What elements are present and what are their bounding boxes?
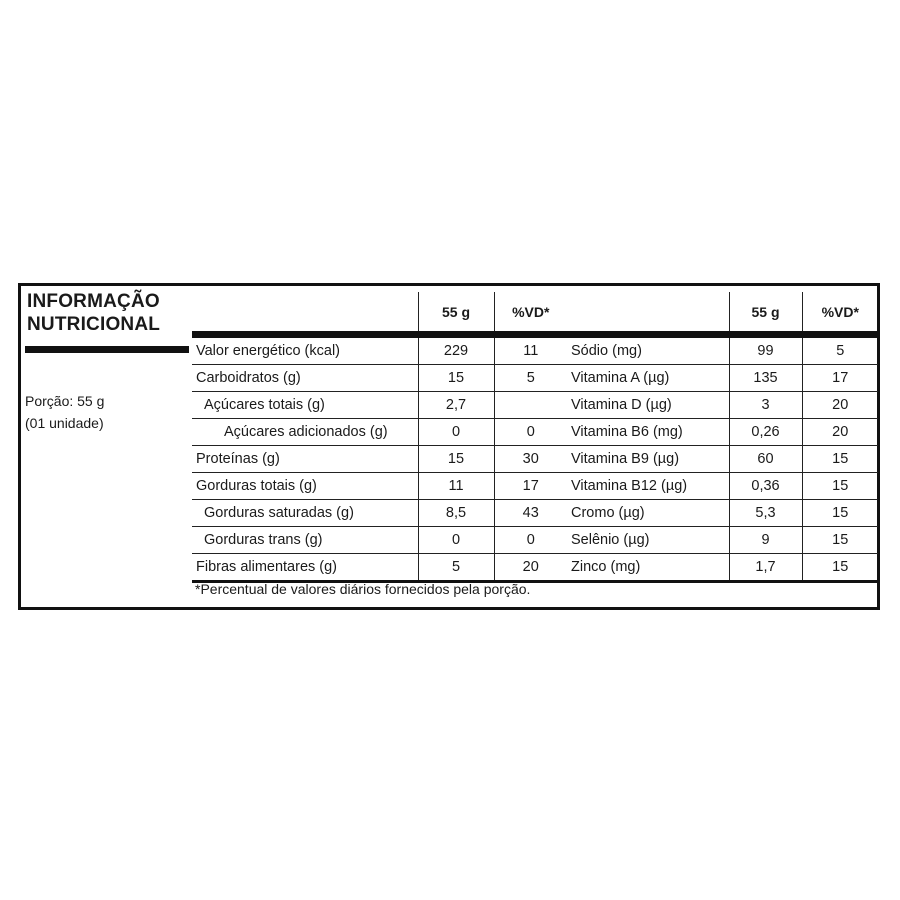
nutrient-name-2: Zinco (mg) <box>567 554 729 582</box>
title-line-2: NUTRICIONAL <box>27 314 161 335</box>
nutrient-amount-2: 5,3 <box>729 500 802 527</box>
nutrient-name: Gorduras trans (g) <box>192 527 418 554</box>
nutrient-name: Carboidratos (g) <box>192 365 418 392</box>
nutrient-dv: 43 <box>494 500 567 527</box>
nutrient-dv: 17 <box>494 473 567 500</box>
nutrient-dv: 30 <box>494 446 567 473</box>
table-row <box>192 392 878 419</box>
nutrient-dv-2: 20 <box>802 392 878 419</box>
nutrient-dv: 5 <box>494 365 567 392</box>
nutrient-dv <box>494 392 567 419</box>
nutrient-dv-2: 20 <box>802 419 878 446</box>
table-row <box>192 554 878 582</box>
nutrient-dv: 0 <box>494 419 567 446</box>
nutrient-amount: 15 <box>418 446 494 473</box>
nutrient-amount: 5 <box>418 554 494 582</box>
header-blank-2 <box>567 292 729 335</box>
nutrition-facts-label <box>18 283 880 610</box>
nutrient-amount: 11 <box>418 473 494 500</box>
nutrient-name: Gorduras saturadas (g) <box>192 500 418 527</box>
header-dv-2: %VD* <box>802 292 878 335</box>
nutrient-amount-2: 99 <box>729 335 802 365</box>
header-serving-2: 55 g <box>729 292 802 335</box>
title-divider <box>25 346 189 353</box>
nutrient-amount: 229 <box>418 335 494 365</box>
table-row <box>192 446 878 473</box>
nutrient-name: Proteínas (g) <box>192 446 418 473</box>
nutrient-dv-2: 15 <box>802 473 878 500</box>
nutrient-name-2: Vitamina D (µg) <box>567 392 729 419</box>
table-row <box>192 419 878 446</box>
portion-unit: (01 unidade) <box>25 415 104 431</box>
table-row <box>192 365 878 392</box>
nutrient-name: Açúcares totais (g) <box>192 392 418 419</box>
nutrient-amount: 2,7 <box>418 392 494 419</box>
nutrient-amount: 0 <box>418 419 494 446</box>
nutrient-amount-2: 60 <box>729 446 802 473</box>
portion-size: Porção: 55 g <box>25 393 105 409</box>
nutrient-dv-2: 15 <box>802 527 878 554</box>
table-row <box>192 500 878 527</box>
nutrient-amount-2: 0,26 <box>729 419 802 446</box>
nutrient-amount-2: 1,7 <box>729 554 802 582</box>
label-title <box>27 290 187 336</box>
nutrient-name-2: Vitamina B6 (mg) <box>567 419 729 446</box>
header-dv: %VD* <box>494 292 567 335</box>
nutrient-dv-2: 5 <box>802 335 878 365</box>
table-header-row <box>192 292 878 335</box>
nutrition-table <box>192 292 878 583</box>
portion-info <box>25 390 104 434</box>
header-blank <box>192 292 418 335</box>
footnote: *Percentual de valores diários fornecidos pela porção. <box>195 581 531 597</box>
nutrient-name-2: Sódio (mg) <box>567 335 729 365</box>
nutrient-name-2: Vitamina A (µg) <box>567 365 729 392</box>
table-row <box>192 527 878 554</box>
nutrient-name: Açúcares adicionados (g) <box>192 419 418 446</box>
nutrient-name-2: Vitamina B12 (µg) <box>567 473 729 500</box>
nutrient-amount: 8,5 <box>418 500 494 527</box>
nutrient-dv: 11 <box>494 335 567 365</box>
nutrient-amount-2: 135 <box>729 365 802 392</box>
nutrient-dv-2: 15 <box>802 446 878 473</box>
nutrient-amount: 15 <box>418 365 494 392</box>
nutrient-dv-2: 15 <box>802 554 878 582</box>
nutrient-amount-2: 0,36 <box>729 473 802 500</box>
nutrient-dv-2: 17 <box>802 365 878 392</box>
nutrient-name: Fibras alimentares (g) <box>192 554 418 582</box>
nutrient-dv-2: 15 <box>802 500 878 527</box>
nutrient-amount-2: 3 <box>729 392 802 419</box>
table-row <box>192 473 878 500</box>
title-line-1: INFORMAÇÃO <box>27 291 160 312</box>
nutrient-amount-2: 9 <box>729 527 802 554</box>
header-serving: 55 g <box>418 292 494 335</box>
table-row <box>192 335 878 365</box>
nutrient-name: Gorduras totais (g) <box>192 473 418 500</box>
nutrient-dv: 0 <box>494 527 567 554</box>
nutrient-name-2: Cromo (µg) <box>567 500 729 527</box>
nutrient-name: Valor energético (kcal) <box>192 335 418 365</box>
nutrient-name-2: Vitamina B9 (µg) <box>567 446 729 473</box>
nutrient-name-2: Selênio (µg) <box>567 527 729 554</box>
nutrient-dv: 20 <box>494 554 567 582</box>
nutrient-amount: 0 <box>418 527 494 554</box>
